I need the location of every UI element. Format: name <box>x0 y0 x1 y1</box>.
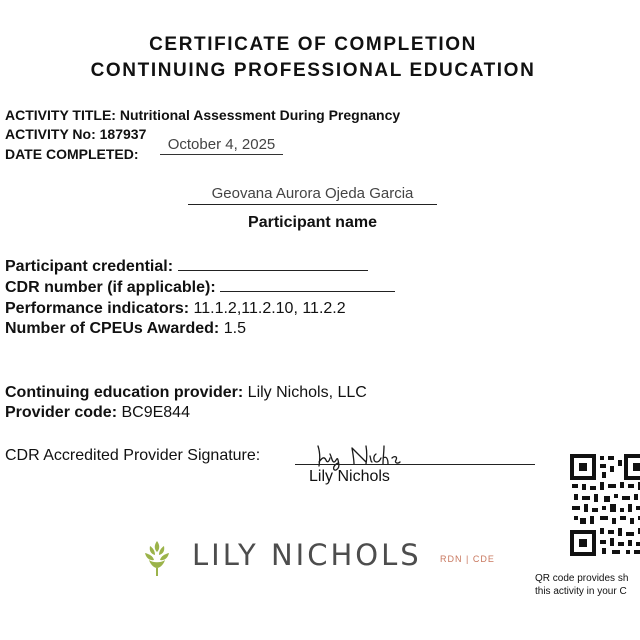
activity-number-row <box>5 126 146 142</box>
participant-name-label: Participant name <box>248 214 377 231</box>
credential-label: Participant credential: <box>5 258 174 275</box>
qr-caption-line2: this activity in your C <box>535 586 627 597</box>
qr-code[interactable] <box>570 454 640 558</box>
activity-title-value: Nutritional Assessment During Pregnancy <box>119 107 401 123</box>
cpeu-row <box>5 320 246 338</box>
certificate-title: CERTIFICATE OF COMPLETION <box>149 34 477 55</box>
cdr-number-row <box>5 279 395 297</box>
indicators-value: 11.1.2,11.2.10, 11.2.2 <box>193 300 346 317</box>
cpeu-label: Number of CPEUs Awarded: <box>5 320 220 337</box>
indicators-row <box>5 300 346 318</box>
cpeu-value: 1.5 <box>223 320 246 337</box>
provider-code-label: Provider code: <box>5 404 118 421</box>
activity-title-label: ACTIVITY TITLE: <box>5 107 116 123</box>
qr-caption-line1: QR code provides sh <box>535 573 629 584</box>
provider-value: Lily Nichols, LLC <box>247 384 367 401</box>
certificate-subtitle: CONTINUING PROFESSIONAL EDUCATION <box>90 60 536 81</box>
cdr-number-label: CDR number (if applicable): <box>5 279 216 296</box>
logo-credentials: RDN | CDE <box>440 554 495 564</box>
date-completed-label: DATE COMPLETED: <box>5 146 139 162</box>
credential-row <box>5 258 368 276</box>
activity-number-label: ACTIVITY No: <box>5 126 96 142</box>
signature-label: CDR Accredited Provider Signature: <box>5 447 261 464</box>
provider-code-value: BC9E844 <box>121 404 190 421</box>
cdr-number-blank-line <box>220 279 395 292</box>
signer-printed-name: Lily Nichols <box>309 468 390 485</box>
signature-line <box>295 464 535 465</box>
provider-code-row <box>5 404 190 422</box>
date-completed-value: October 4, 2025 <box>160 136 283 155</box>
activity-number-value: 187937 <box>99 126 147 142</box>
provider-label: Continuing education provider: <box>5 384 244 401</box>
activity-title-row <box>5 107 400 123</box>
provider-row <box>5 384 367 402</box>
indicators-label: Performance indicators: <box>5 300 190 317</box>
participant-name: Geovana Aurora Ojeda Garcia <box>188 185 437 205</box>
logo-wordmark: LILY NICHOLS <box>192 538 422 572</box>
artichoke-icon <box>141 539 173 579</box>
credential-blank-line <box>178 258 368 271</box>
